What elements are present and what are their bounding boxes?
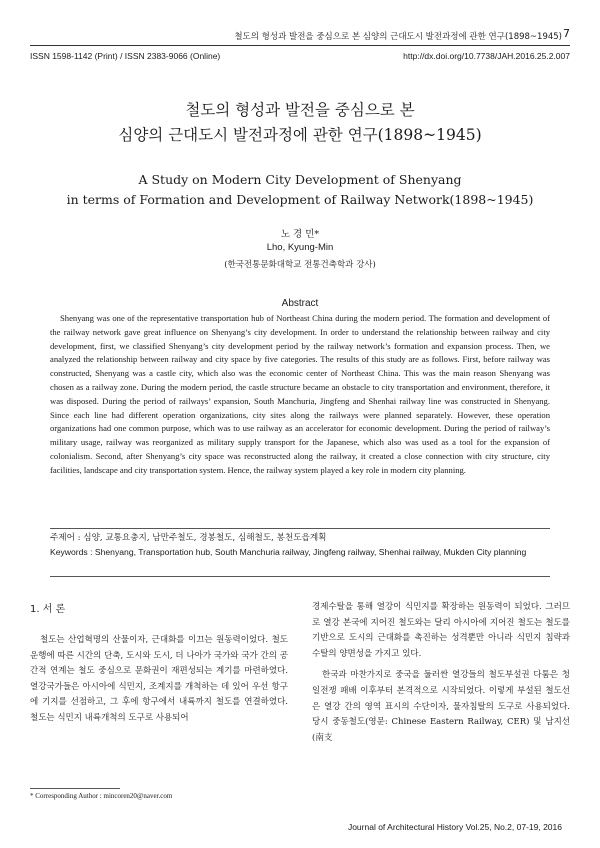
header-rule [30, 45, 570, 46]
footnote-rule [30, 788, 120, 789]
body-left-column [30, 600, 288, 727]
body-paragraph: 철도는 산업혁명의 산물이자, 근대화를 이끄는 원동력이었다. 철도운행에 따른 시간의 단축, 도시와 도시, 더 나아가 국가와 국가 간의 공간적 연계는 철도 중심으로 문화권이 재편성되는 계기를 마련하였다. 열강국가들은 아시아에 식민지, 조계지를 개척하는 데 있어 우선 항구에 기지를 선점하고, 그 후에 항구에서 내륙까지 철도를 연결하였다. 철도는 식민지 내륙개척의 도구로 사용되어 [30, 635, 288, 723]
body-paragraph: 한국과 마찬가지로 중국을 둘러싼 열강들의 철도부설권 다툼은 청일전쟁 패배 이후부터 본격적으로 시작되었다. 이렇게 부설된 철도선은 열강 간의 영역 표시의 수단이자, 물자침탈의 도구로 사용되었다. 당시 중동철도(영문: Chinese Eastern Railway, CER) 및 남지선(南支 [312, 670, 570, 743]
abstract-heading: Abstract [281, 298, 319, 309]
doi-link[interactable]: http://dx.doi.org/10.7738/JAH.2016.25.2.007 [403, 51, 570, 61]
english-title [30, 170, 570, 210]
korean-title [30, 98, 570, 148]
body-right-column [312, 600, 570, 746]
body-paragraph: 경제수탈을 통해 열강이 식민지를 확장하는 원동력이 되었다. 그러므로 열강 본국에 지어진 철도와는 달리 아시아에 지어진 철도는 철도를 기반으로 도시의 근대화를 촉진하는 성격뿐만 아니라 식민지 침략과 수탈의 양면성을 가지고 있다. [312, 602, 570, 659]
footnote: * Corresponding Author : mincoren20@naver.com [30, 792, 173, 800]
issn: ISSN 1598-1142 (Print) / ISSN 2383-9066 (Online) [30, 51, 221, 61]
korean-title-line2: 심양의 근대도시 발전과정에 관한 연구(1898~1945) [118, 126, 482, 144]
abstract-text: Shenyang was one of the representative transportation hub of Northeast China during the modern period. The formation and development of the railway network gave great influence on Shenyang’s city development. In order to understand the relationship between railway and city development, first, we classified Shenyang’s city development period by the railway network’s formation and expansion process. Then, we analyzed the relationship between railway and city space by five categories. The results of this study are as follows. First, before railway was constructed, Shenyang was a castle city, which also was the economic center of Northeast China. This was the main reason Shenyang was chosen as a railway zone. During the modern period, the castle structure became an obstacle to city transportation and environment, therefore, it was disposed. During the period of railways’ expansion, South Manchuria, Jingfeng and Shenhai railway line was constructed in Shenyang. Since each line had different operation organizations, city sites along the railways were planned separately. However, these operation organizations had one common purpose, which was to use railway as an accelerator for economic development. During the period of railway’s military usage, railway was reorganized as military supply transport for the Japanese, which also was used as a tool for the expansion of colonialism. Second, after Shenyang’s city space was reconstructed along the railway, it created a close connection with city structure, city facilities, landscape and city transportation system. Hence, the railway system played a key role in modern city planning. [50, 313, 550, 475]
author-name-korean: 노 경 민* [280, 229, 320, 240]
keywords-top-rule [50, 528, 550, 529]
page-number: 7 [563, 27, 570, 40]
journal-citation: Journal of Architectural History Vol.25, No.2, 07-19, 2016 [347, 822, 562, 832]
english-title-line2: in terms of Formation and Development of Railway Network(1898~1945) [66, 192, 534, 207]
author-affiliation: (한국전통문화대학교 전통건축학과 강사) [224, 260, 376, 270]
keywords-bottom-rule [50, 576, 550, 577]
running-title: 철도의 형성과 발전을 중심으로 본 심양의 근대도시 발전과정에 관한 연구(1898~1945) [234, 32, 562, 42]
author-name-english: Lho, Kyung-Min [266, 242, 334, 253]
korean-title-line1: 철도의 형성과 발전을 중심으로 본 [185, 101, 415, 119]
english-title-line1: A Study on Modern City Development of Shenyang [138, 172, 462, 187]
keywords-english: Keywords : Shenyang, Transportation hub, South Manchuria railway, Jingfeng railway, Shenhai railway, Mukden City planning [50, 547, 527, 557]
keywords-korean: 주제어 : 심양, 교통요충지, 남만주철도, 경봉철도, 심해철도, 봉천도읍계획 [50, 533, 327, 543]
section-heading: 1. 서 론 [30, 604, 66, 615]
